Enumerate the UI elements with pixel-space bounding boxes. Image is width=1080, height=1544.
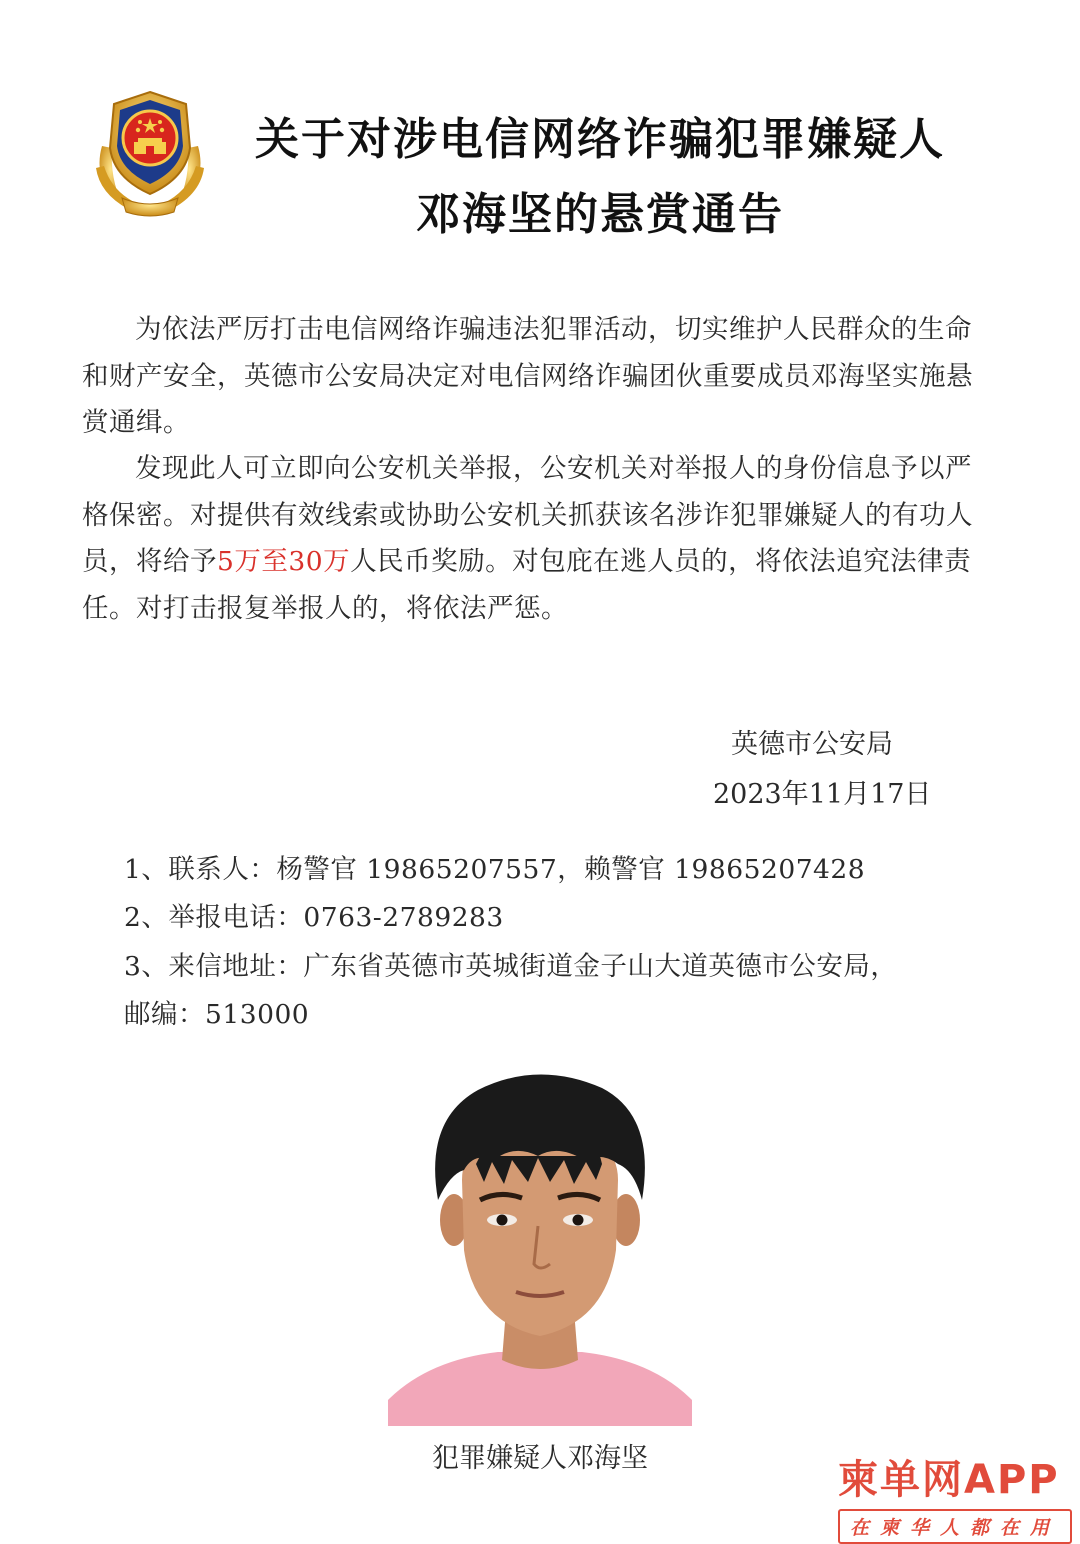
suspect-photo [388, 1060, 692, 1426]
police-emblem-icon [82, 86, 218, 222]
paragraph-2-text-after: 人民币奖励。对包庇在逃人员的，将依法追究法律责任。对打击报复举报人的，将依法严惩。 [82, 546, 972, 624]
issuer-name: 英德市公安局 [731, 729, 893, 760]
postal-code: 邮编：513000 [124, 999, 310, 1030]
photo-caption: 犯罪嫌疑人邓海坚 [432, 1443, 648, 1474]
contact-persons: 1、联系人：杨警官 19865207557，赖警官 19865207428 [124, 854, 866, 885]
reward-amount: 5万至30万 [217, 546, 351, 577]
notice-title-line1: 关于对涉电信网络诈骗犯罪嫌疑人 [255, 114, 945, 165]
watermark-logo [838, 1448, 1072, 1544]
issue-date: 2023年11月17日 [713, 779, 932, 810]
watermark-slogan: 在柬华人都在用 [838, 1509, 1072, 1544]
mail-address: 3、来信地址：广东省英德市英城街道金子山大道英德市公安局， [124, 951, 898, 982]
notice-paragraph-2 [82, 446, 998, 632]
notice-title-line2: 邓海坚的悬赏通告 [416, 189, 784, 240]
paragraph-2-text-before: 发现此人可立即向公安机关举报，公安机关对举报人的身份信息予以严格保密。对提供有效线索或协助公安机关抓获该名涉诈犯罪嫌疑人的有功人员，将给予 [82, 453, 973, 577]
watermark-brand: 柬单网APP [837, 1457, 1060, 1503]
notice-paragraph-1: 为依法严厉打击电信网络诈骗违法犯罪活动，切实维护人民群众的生命和财产安全，英德市公安局决定对电信网络诈骗团伙重要成员邓海坚实施悬赏通缉。 [82, 314, 973, 438]
report-phone: 2、举报电话：0763-2789283 [124, 902, 504, 933]
